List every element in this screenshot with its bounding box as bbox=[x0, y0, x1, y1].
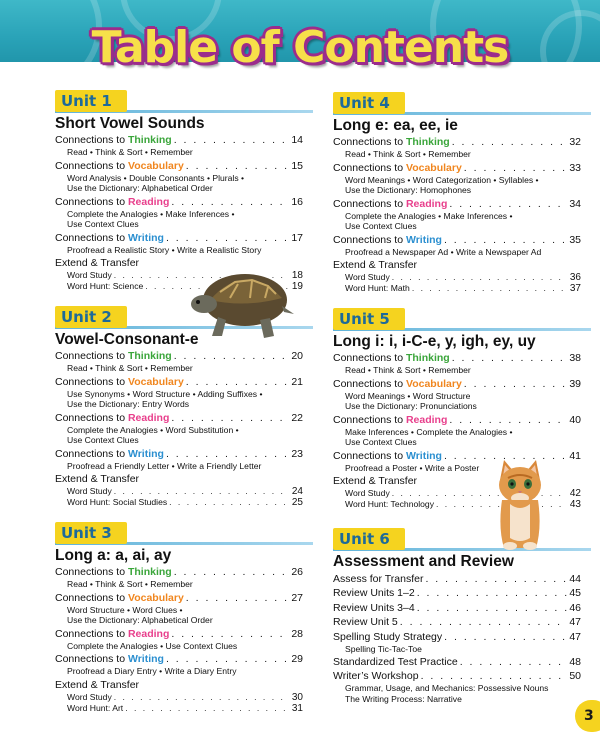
toc-entry bbox=[333, 162, 581, 196]
entry-heading: Standardized Test Practice bbox=[333, 655, 458, 668]
dot-leader bbox=[452, 136, 568, 149]
unit-label: Unit 6 bbox=[333, 528, 405, 550]
toc-entry-line bbox=[333, 234, 581, 247]
toc-entry bbox=[333, 630, 581, 655]
extend-heading: Extend & Transfer bbox=[55, 257, 140, 269]
dot-leader bbox=[400, 615, 568, 629]
entry-page: 47 bbox=[569, 630, 581, 643]
toc-entry bbox=[55, 412, 303, 446]
unit-tab bbox=[333, 308, 581, 330]
entry-subtopics: Use the Dictionary: Homophones bbox=[345, 185, 472, 195]
entry-subtopics: Complete the Analogies • Word Substitution • bbox=[67, 424, 239, 435]
extend-item bbox=[55, 703, 303, 714]
entry-page: 35 bbox=[569, 233, 581, 246]
entry-heading bbox=[333, 136, 450, 149]
entry-page: 29 bbox=[291, 653, 303, 665]
dot-leader bbox=[125, 703, 290, 714]
dot-leader bbox=[174, 350, 290, 363]
entry-page: 14 bbox=[291, 134, 303, 146]
dot-leader bbox=[412, 283, 568, 294]
entry-heading bbox=[333, 198, 447, 211]
dot-leader bbox=[425, 572, 567, 586]
toc-entry bbox=[333, 378, 581, 412]
entry-subtopics: The Writing Process: Narrative bbox=[345, 693, 462, 704]
extend-item-label: Word Hunt: Technology bbox=[345, 499, 435, 509]
entry-prefix: Connections to bbox=[55, 566, 128, 578]
dot-leader bbox=[166, 448, 289, 461]
entry-keyword: Writing bbox=[127, 653, 164, 665]
dot-leader bbox=[186, 160, 290, 173]
entry-page: 39 bbox=[569, 377, 581, 390]
entry-page: 32 bbox=[569, 136, 581, 148]
toc-entry-line bbox=[333, 615, 581, 629]
dot-leader bbox=[171, 628, 289, 641]
entry-keyword: Thinking bbox=[405, 136, 450, 148]
toc-entry bbox=[55, 592, 303, 626]
extend-transfer bbox=[55, 679, 303, 714]
entry-page: 17 bbox=[291, 231, 303, 244]
entry-page: 41 bbox=[569, 449, 581, 462]
toc-entry bbox=[333, 198, 581, 232]
entry-heading bbox=[55, 566, 172, 579]
toc-entry bbox=[333, 234, 581, 258]
toc-entry bbox=[55, 134, 303, 158]
extend-item-label: Word Hunt: Math bbox=[345, 283, 410, 293]
entry-heading bbox=[55, 376, 184, 389]
dot-leader bbox=[174, 134, 290, 147]
extend-transfer bbox=[55, 473, 303, 508]
extend-heading: Extend & Transfer bbox=[55, 473, 140, 485]
entry-subtopics: Use Context Clues bbox=[67, 219, 139, 229]
dot-leader bbox=[417, 601, 568, 615]
entry-keyword: Vocabulary bbox=[127, 159, 184, 172]
toc-entry bbox=[55, 653, 303, 677]
extend-item bbox=[55, 486, 303, 497]
unit-tab bbox=[55, 522, 303, 544]
extend-transfer bbox=[333, 259, 581, 294]
toc-entry-line bbox=[55, 628, 303, 641]
toc-entry-line bbox=[333, 198, 581, 211]
entry-keyword: Vocabulary bbox=[127, 375, 184, 388]
unit-entries bbox=[55, 566, 303, 714]
entry-prefix: Connections to bbox=[333, 449, 406, 462]
toc-entry-line bbox=[55, 592, 303, 605]
extend-item-label: Word Study bbox=[345, 272, 390, 282]
toc-entry-line bbox=[333, 586, 581, 600]
entry-heading: Writer’s Workshop bbox=[333, 669, 419, 682]
extend-item-label: Word Study bbox=[345, 488, 390, 498]
entry-prefix: Connections to bbox=[333, 197, 406, 210]
entry-heading bbox=[55, 628, 169, 641]
entry-prefix: Connections to bbox=[333, 136, 406, 148]
entry-subtopics: Read • Think & Sort • Remember bbox=[345, 365, 471, 375]
toc-entry bbox=[55, 350, 303, 374]
extend-item-label: Word Hunt: Science bbox=[67, 281, 144, 291]
extend-item-label: Word Study bbox=[67, 270, 112, 280]
dot-leader bbox=[449, 414, 567, 427]
entry-subtopics: Proofread a Diary Entry • Write a Diary Entry bbox=[67, 666, 237, 676]
entry-page: 23 bbox=[291, 447, 303, 460]
extend-item-page: 43 bbox=[569, 499, 581, 510]
entry-heading bbox=[333, 234, 442, 247]
entry-subtopics: Proofread a Newspaper Ad • Write a Newspaper Ad bbox=[345, 246, 542, 257]
unit-label: Unit 4 bbox=[333, 92, 405, 114]
turtle-illustration bbox=[190, 262, 300, 342]
toc-entry bbox=[333, 601, 581, 615]
toc-entry bbox=[333, 414, 581, 448]
dot-leader bbox=[169, 497, 290, 508]
entry-page: 40 bbox=[569, 413, 581, 426]
entry-prefix: Connections to bbox=[333, 413, 406, 426]
unit-entries bbox=[333, 136, 581, 294]
entry-heading bbox=[55, 448, 164, 461]
entry-heading: Review Units 1–2 bbox=[333, 587, 415, 600]
entry-heading: Review Unit 5 bbox=[333, 616, 398, 629]
entry-heading: Review Units 3–4 bbox=[333, 601, 415, 614]
entry-prefix: Connections to bbox=[55, 627, 128, 640]
entry-prefix: Connections to bbox=[55, 447, 128, 460]
entry-page: 22 bbox=[291, 411, 303, 424]
entry-prefix: Connections to bbox=[55, 350, 128, 362]
extend-item bbox=[55, 692, 303, 703]
entry-subtopics: Read • Think & Sort • Remember bbox=[67, 147, 193, 157]
entry-subtopics: Complete the Analogies • Use Context Clues bbox=[67, 640, 238, 651]
entry-subtopics: Use the Dictionary: Entry Words bbox=[67, 399, 190, 409]
extend-item-label: Word Study bbox=[67, 486, 112, 496]
entry-keyword: Reading bbox=[405, 197, 448, 210]
toc-entry bbox=[333, 669, 581, 704]
toc-entry bbox=[55, 566, 303, 590]
dot-leader bbox=[171, 196, 289, 209]
dot-leader bbox=[186, 592, 290, 605]
entry-page: 20 bbox=[291, 350, 303, 362]
dot-leader bbox=[114, 486, 290, 497]
entry-subtopics: Read • Think & Sort • Remember bbox=[345, 149, 471, 159]
toc-entry bbox=[55, 376, 303, 410]
entry-keyword: Reading bbox=[127, 195, 170, 208]
entry-heading bbox=[55, 232, 164, 245]
unit-4-section bbox=[333, 92, 581, 296]
entry-heading: Assess for Transfer bbox=[333, 573, 424, 585]
entry-page: 27 bbox=[291, 591, 303, 604]
toc-entry bbox=[55, 232, 303, 256]
toc-entry bbox=[333, 586, 581, 600]
toc-entry-line bbox=[55, 350, 303, 363]
toc-entry-line bbox=[55, 653, 303, 666]
dot-leader bbox=[421, 669, 568, 683]
entry-keyword: Reading bbox=[405, 413, 448, 426]
entry-prefix: Connections to bbox=[55, 134, 128, 146]
entry-keyword: Reading bbox=[127, 411, 170, 424]
toc-entry-line bbox=[333, 378, 581, 391]
extend-item-page: 30 bbox=[291, 691, 303, 703]
dot-leader bbox=[464, 378, 568, 391]
page-title: Table of Contents bbox=[91, 22, 509, 73]
entry-heading bbox=[333, 162, 462, 175]
entry-heading bbox=[333, 378, 462, 391]
entry-page: 38 bbox=[569, 352, 581, 364]
dot-leader bbox=[464, 162, 568, 175]
entry-heading bbox=[55, 134, 172, 147]
dot-leader bbox=[166, 653, 289, 666]
extend-heading: Extend & Transfer bbox=[55, 678, 140, 691]
entry-subtopics: Use Context Clues bbox=[345, 437, 417, 447]
toc-entry-line bbox=[55, 196, 303, 209]
entry-prefix: Connections to bbox=[333, 352, 406, 364]
entry-prefix: Connections to bbox=[55, 231, 128, 244]
toc-entry bbox=[55, 196, 303, 230]
entry-subtopics: Complete the Analogies • Make Inferences • bbox=[67, 208, 235, 219]
entry-heading bbox=[55, 653, 164, 666]
entry-heading bbox=[55, 350, 172, 363]
entry-prefix: Connections to bbox=[55, 591, 128, 604]
entry-subtopics: Read • Think & Sort • Remember bbox=[67, 363, 193, 373]
kitten-illustration bbox=[490, 458, 550, 550]
dot-leader bbox=[171, 412, 289, 425]
entry-keyword: Vocabulary bbox=[405, 161, 462, 174]
unit-entries bbox=[333, 572, 581, 704]
dot-leader bbox=[444, 630, 567, 644]
toc-entry-line bbox=[55, 566, 303, 579]
entry-heading bbox=[333, 414, 447, 427]
toc-entry bbox=[333, 352, 581, 376]
entry-page: 28 bbox=[291, 627, 303, 640]
entry-subtopics: Grammar, Usage, and Mechanics: Possessive Nouns bbox=[345, 683, 549, 694]
toc-entry-line bbox=[55, 232, 303, 245]
entry-page: 47 bbox=[569, 616, 581, 629]
entry-heading bbox=[55, 196, 169, 209]
extend-item bbox=[333, 283, 581, 294]
entry-subtopics: Use the Dictionary: Alphabetical Order bbox=[67, 183, 213, 193]
entry-subtopics: Use Context Clues bbox=[345, 221, 417, 231]
entry-page: 45 bbox=[569, 587, 581, 600]
entry-prefix: Connections to bbox=[55, 195, 128, 208]
toc-entry-line bbox=[333, 136, 581, 149]
extend-item-label: Word Study bbox=[67, 691, 112, 702]
toc-entry-line bbox=[333, 572, 581, 586]
unit-title: Long a: a, ai, ay bbox=[55, 547, 172, 564]
extend-item-page: 36 bbox=[569, 272, 581, 283]
entry-heading bbox=[55, 592, 184, 605]
entry-prefix: Connections to bbox=[333, 233, 406, 246]
entry-prefix: Connections to bbox=[55, 653, 128, 665]
dot-leader bbox=[392, 272, 568, 283]
entry-keyword: Writing bbox=[405, 449, 442, 462]
entry-page: 26 bbox=[291, 566, 303, 578]
toc-entry-line bbox=[55, 448, 303, 461]
extend-item-page: 31 bbox=[291, 702, 303, 714]
extend-item-page: 25 bbox=[291, 497, 303, 508]
entry-keyword: Thinking bbox=[127, 350, 172, 362]
entry-subtopics: Spelling Tic-Tac-Toe bbox=[345, 644, 422, 655]
dot-leader bbox=[449, 198, 567, 211]
entry-subtopics: Read • Think & Sort • Remember bbox=[67, 579, 193, 589]
toc-entry bbox=[333, 136, 581, 160]
dot-leader bbox=[114, 692, 290, 703]
extend-item-label: Word Hunt: Art bbox=[67, 702, 124, 713]
entry-subtopics: Proofread a Poster • Write a Poster bbox=[345, 462, 480, 473]
entry-keyword: Vocabulary bbox=[127, 591, 184, 604]
entry-keyword: Writing bbox=[405, 233, 442, 246]
toc-entry-line bbox=[333, 669, 581, 683]
unit-label: Unit 2 bbox=[55, 306, 127, 328]
entry-subtopics: Use the Dictionary: Pronunciations bbox=[345, 401, 477, 411]
toc-entry-line bbox=[333, 655, 581, 669]
entry-prefix: Connections to bbox=[55, 411, 128, 424]
dot-leader bbox=[452, 352, 568, 365]
extend-item bbox=[55, 497, 303, 508]
extend-item-page: 18 bbox=[291, 270, 303, 281]
toc-entry bbox=[333, 572, 581, 586]
entry-subtopics: Use the Dictionary: Alphabetical Order bbox=[67, 615, 213, 625]
entry-keyword: Writing bbox=[127, 447, 164, 460]
entry-page: 50 bbox=[569, 669, 581, 682]
toc-entry-line bbox=[55, 412, 303, 425]
entry-keyword: Thinking bbox=[127, 134, 172, 146]
extend-item bbox=[333, 272, 581, 283]
toc-entry-line bbox=[55, 160, 303, 173]
entry-prefix: Connections to bbox=[55, 375, 128, 388]
unit-title: Long i: i, i-C-e, y, igh, ey, uy bbox=[333, 333, 536, 350]
toc-entry bbox=[55, 448, 303, 472]
extend-item-page: 24 bbox=[291, 486, 303, 497]
toc-entry bbox=[55, 628, 303, 652]
entry-prefix: Connections to bbox=[55, 159, 128, 172]
entry-page: 16 bbox=[291, 195, 303, 208]
entry-prefix: Connections to bbox=[333, 161, 406, 174]
dot-leader bbox=[460, 655, 568, 669]
unit-tab bbox=[55, 90, 303, 112]
entry-keyword: Writing bbox=[127, 231, 164, 244]
extend-item-page: 19 bbox=[291, 281, 303, 292]
toc-entry-line bbox=[333, 162, 581, 175]
unit-label: Unit 1 bbox=[55, 90, 127, 112]
entry-heading bbox=[55, 160, 184, 173]
entry-subtopics: Proofread a Realistic Story • Write a Realistic Story bbox=[67, 244, 262, 255]
dot-leader bbox=[166, 232, 289, 245]
dot-leader bbox=[174, 566, 290, 579]
page-number-badge: 3 bbox=[575, 700, 600, 732]
entry-subtopics: Word Analysis • Double Consonants • Plurals • bbox=[67, 172, 245, 183]
entry-keyword: Vocabulary bbox=[405, 377, 462, 390]
unit-label: Unit 5 bbox=[333, 308, 405, 330]
entry-page: 44 bbox=[569, 573, 581, 585]
entry-subtopics: Word Meanings • Word Structure bbox=[345, 390, 471, 401]
entry-page: 46 bbox=[569, 601, 581, 614]
toc-entry bbox=[55, 160, 303, 194]
toc-entry bbox=[333, 615, 581, 629]
entry-subtopics: Word Meanings • Word Categorization • Syllables • bbox=[345, 174, 539, 185]
unit-title: Assessment and Review bbox=[333, 553, 514, 570]
toc-entry-line bbox=[55, 376, 303, 389]
toc-entry-line bbox=[333, 601, 581, 615]
toc-entry-line bbox=[333, 414, 581, 427]
entry-page: 33 bbox=[569, 161, 581, 174]
entry-keyword: Thinking bbox=[127, 566, 172, 578]
toc-entry-line bbox=[55, 134, 303, 147]
entry-subtopics: Complete the Analogies • Make Inferences • bbox=[345, 210, 513, 221]
toc-entry-line bbox=[333, 352, 581, 365]
entry-page: 34 bbox=[569, 197, 581, 210]
entry-page: 15 bbox=[291, 159, 303, 172]
entry-heading: Spelling Study Strategy bbox=[333, 630, 443, 643]
extend-item-page: 42 bbox=[569, 488, 581, 499]
entry-subtopics: Use Context Clues bbox=[67, 435, 139, 445]
entry-page: 21 bbox=[291, 375, 303, 388]
unit-title: Long e: ea, ee, ie bbox=[333, 117, 458, 134]
unit-entries bbox=[55, 350, 303, 508]
extend-item-page: 37 bbox=[569, 283, 581, 294]
unit-label: Unit 3 bbox=[55, 522, 127, 544]
toc-entry-line bbox=[333, 630, 581, 644]
unit-title: Vowel-Consonant-e bbox=[55, 331, 199, 348]
entry-page: 48 bbox=[569, 655, 581, 668]
entry-heading bbox=[55, 412, 169, 425]
entry-subtopics: Proofread a Friendly Letter • Write a Friendly Letter bbox=[67, 460, 262, 471]
contents-area bbox=[0, 62, 600, 738]
entry-subtopics: Word Structure • Word Clues • bbox=[67, 604, 183, 615]
extend-heading: Extend & Transfer bbox=[333, 475, 418, 487]
extend-item-label: Word Hunt: Social Studies bbox=[67, 497, 168, 507]
entry-subtopics: Use Synonyms • Word Structure • Adding Suffixes • bbox=[67, 388, 263, 399]
dot-leader bbox=[417, 586, 568, 600]
entry-subtopics: Make Inferences • Complete the Analogies • bbox=[345, 426, 513, 437]
extend-heading: Extend & Transfer bbox=[333, 259, 418, 271]
dot-leader bbox=[444, 234, 567, 247]
unit-3-section bbox=[55, 522, 303, 716]
entry-heading bbox=[333, 352, 450, 365]
entry-keyword: Reading bbox=[127, 627, 170, 640]
entry-keyword: Thinking bbox=[405, 352, 450, 364]
unit-6-section bbox=[333, 528, 581, 704]
dot-leader bbox=[186, 376, 290, 389]
toc-entry bbox=[333, 655, 581, 669]
unit-tab bbox=[333, 92, 581, 114]
unit-title: Short Vowel Sounds bbox=[55, 115, 205, 132]
entry-prefix: Connections to bbox=[333, 377, 406, 390]
entry-heading bbox=[333, 450, 442, 463]
